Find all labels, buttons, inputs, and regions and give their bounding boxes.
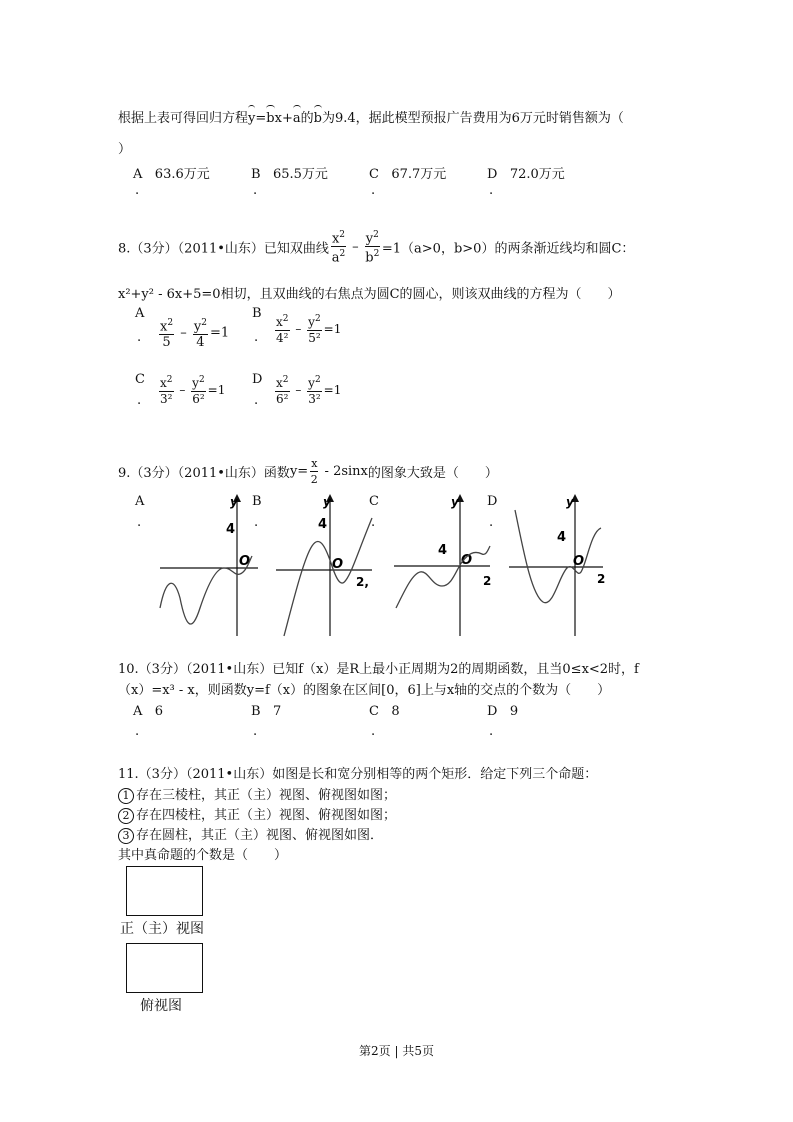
q7-option-b[interactable]: B 65.5万元 xyxy=(251,167,328,182)
x-label: 2 xyxy=(597,572,606,586)
q10-dot-a: . xyxy=(135,724,140,739)
q9-letter-b[interactable]: B xyxy=(252,494,262,509)
a-hat: a xyxy=(292,111,301,126)
q11-stem: 11.（3分）（2011•山东）如图是长和宽分别相等的两个矩形．给定下列三个命题： xyxy=(118,767,598,782)
origin-label: O xyxy=(461,553,473,568)
q10-option-d[interactable]: D 9 xyxy=(487,704,519,719)
q8-letter-c[interactable]: C xyxy=(135,372,145,387)
q7-dot-b: . xyxy=(253,183,258,198)
q10-option-b[interactable]: B 7 xyxy=(251,704,282,719)
origin-label: O xyxy=(573,554,585,569)
q9-dot-d: . xyxy=(489,515,494,530)
q10-dot-b: . xyxy=(253,724,258,739)
q8-letter-d[interactable]: D xyxy=(252,372,263,387)
y-hat: y xyxy=(248,111,256,126)
q9-dot-a: . xyxy=(137,515,142,530)
curve xyxy=(515,510,601,603)
q8-dot-d: . xyxy=(254,393,259,408)
circled-number: 2 xyxy=(118,808,134,824)
q8-option-a[interactable]: $\frac{x^2}{5}$ – $\frac{y^2}{4}$ =1 xyxy=(160,318,230,351)
q8-stem: 8.（3分）（2011•山东）已知双曲线 $\frac{x^2}{a^2}$ – $\frac{y^2}{b^2}$ =1（a>0，b>0）的两条渐近线均和圆C： xyxy=(118,230,635,266)
value-label: 4 xyxy=(226,522,236,537)
circled-number: 3 xyxy=(118,828,134,844)
y-label: y xyxy=(451,495,459,509)
q8-dot-b: . xyxy=(254,330,259,345)
q9-graph-d[interactable] xyxy=(505,488,610,638)
page-footer: 第2页 | 共5页 xyxy=(359,1044,434,1058)
q9-letter-c[interactable]: C xyxy=(369,494,379,509)
circled-number: 1 xyxy=(118,788,134,804)
origin-label: O xyxy=(239,554,251,569)
q7-stem-end: ） xyxy=(118,142,132,157)
q11-item-1: 1 存在三棱柱，其正（主）视图、俯视图如图； xyxy=(118,788,396,804)
front-view-label: 正（主）视图 xyxy=(120,921,204,937)
q9-stem: 9.（3分）（2011•山东）函数y= $\frac{x}{2}$ - 2sinx的图象大致是（ ） xyxy=(118,457,498,486)
y-label: y xyxy=(566,495,574,509)
q7-option-c[interactable]: C 67.7万元 xyxy=(369,167,447,182)
q11-item-2: 2 存在四棱柱，其正（主）视图、俯视图如图； xyxy=(118,808,396,824)
q8-stem-line2: x²+y² - 6x+5=0相切，且双曲线的右焦点为圆C的圆心，则该双曲线的方程为（ ） xyxy=(118,287,621,302)
q8-letter-b[interactable]: B xyxy=(252,306,262,321)
q10-option-a[interactable]: A 6 xyxy=(133,704,164,719)
q9-frac: $\frac{x}{2}$ xyxy=(310,457,318,486)
q8-dot-a: . xyxy=(137,330,142,345)
q7-dot-d: . xyxy=(489,183,494,198)
q8-frac-x: $\frac{x^2}{a^2}$ xyxy=(331,230,346,266)
q8-option-b[interactable]: $\frac{x^2}{\text{4²}}$ – $\frac{y^2}{\text{5²}}$ =1 xyxy=(276,314,342,345)
q7-dot-a: . xyxy=(135,183,140,198)
q11-item-3: 3 存在圆柱，其正（主）视图、俯视图如图． xyxy=(118,828,383,844)
q10-dot-c: . xyxy=(371,724,376,739)
b-hat-2: b xyxy=(313,111,322,126)
origin-label: O xyxy=(332,557,344,572)
q9-graph-c[interactable] xyxy=(390,488,498,638)
q8-dot-c: . xyxy=(137,393,142,408)
q8-letter-a[interactable]: A xyxy=(135,306,145,321)
q8-option-d[interactable]: $\frac{x^2}{\text{6²}}$ – $\frac{y^2}{\text{3²}}$ =1 xyxy=(276,375,342,406)
q9-graph-a[interactable] xyxy=(150,488,260,638)
y-label: y xyxy=(230,495,238,509)
q9-dot-c: . xyxy=(371,515,376,530)
front-view-rectangle xyxy=(126,866,203,916)
value-label: 4 xyxy=(438,543,448,558)
q10-stem-line2: （x）=x³ - x，则函数y=f（x）的图象在区间[0，6]上与x轴的交点的个数为（ ） xyxy=(118,683,611,698)
q7-dot-c: . xyxy=(371,183,376,198)
q9-graph-b[interactable] xyxy=(272,488,382,638)
q10-stem-line1: 10.（3分）（2011•山东）已知f（x）是R上最小正周期为2的周期函数，且当0≤x<2时，f xyxy=(118,662,639,677)
q7-option-d[interactable]: D 72.0万元 xyxy=(487,167,565,182)
q9-letter-d[interactable]: D xyxy=(487,494,498,509)
x-label: 2, xyxy=(356,575,369,589)
top-view-label: 俯视图 xyxy=(140,998,182,1014)
q10-option-c[interactable]: C 8 xyxy=(369,704,400,719)
y-label: y xyxy=(323,495,331,509)
q11-ask: 其中真命题的个数是（ ） xyxy=(118,848,288,863)
q9-letter-a[interactable]: A xyxy=(135,494,145,509)
q7-stem: 根据上表可得回归方程y=bx+a的b为9.4，据此模型预报广告费用为6万元时销售额为（ xyxy=(118,111,624,126)
q10-dot-d: . xyxy=(489,724,494,739)
x-label: 2 xyxy=(483,574,492,588)
q7-option-a[interactable]: A 63.6万元 xyxy=(133,167,210,182)
value-label: 4 xyxy=(557,530,567,545)
q9-dot-b: . xyxy=(254,515,259,530)
b-hat: b xyxy=(266,111,275,126)
top-view-rectangle xyxy=(126,943,203,993)
q8-option-c[interactable]: $\frac{x^2}{\text{3²}}$ – $\frac{y^2}{\text{6²}}$ =1 xyxy=(160,375,226,406)
value-label: 4 xyxy=(318,517,328,532)
q8-frac-y: $\frac{y^2}{b^2}$ xyxy=(365,230,380,266)
